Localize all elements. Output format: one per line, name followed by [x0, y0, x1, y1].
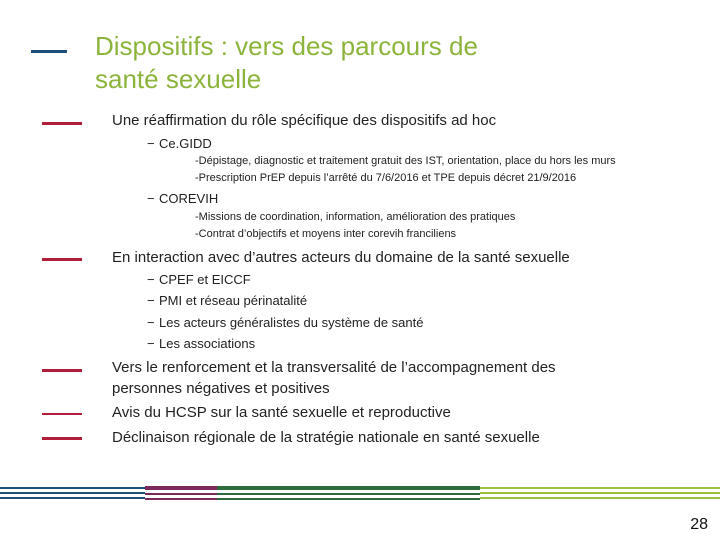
sub-bullet-label: Ce.GIDD: [159, 136, 212, 151]
detail-cegidd-1: -Dépistage, diagnostic et traitement gratuit des IST, orientation, place du hors les murs: [195, 155, 616, 167]
title-line-1: Dispositifs : vers des parcours de: [95, 31, 478, 61]
title-line-2: santé sexuelle: [95, 64, 262, 94]
bullet-marker-4: [42, 413, 82, 415]
sub-bullet-associations: [147, 336, 255, 351]
sub-bullet-pmi: [147, 293, 307, 308]
sub-bullet-label: Les associations: [159, 336, 256, 351]
dash-glyph: −: [147, 315, 155, 330]
sub-bullet-cegidd: [147, 136, 212, 151]
bullet-4-text: Avis du HCSP sur la santé sexuelle et reproductive: [112, 404, 451, 421]
footer-decorative-bands: [0, 485, 720, 503]
slide-title: [95, 30, 695, 96]
bullet-1-text: Une réaffirmation du rôle spécifique des dispositifs ad hoc: [112, 112, 497, 129]
dash-glyph: −: [147, 336, 155, 351]
bullet-3-text-line-1: Vers le renforcement et la transversalité de l’accompagnement des: [112, 359, 556, 376]
sub-bullet-generalistes: [147, 315, 423, 330]
bullet-5-text: Déclinaison régionale de la stratégie nationale en santé sexuelle: [112, 429, 540, 446]
detail-corevih-1: -Missions de coordination, information, amélioration des pratiques: [195, 211, 516, 223]
page-number: 28: [690, 516, 708, 533]
dash-glyph: −: [147, 136, 155, 151]
sub-bullet-label: COREVIH: [159, 191, 219, 206]
bullet-marker-2: [42, 258, 82, 261]
sub-bullet-cpef: [147, 272, 251, 287]
bullet-marker-1: [42, 122, 82, 125]
bullet-marker-3: [42, 369, 82, 372]
sub-bullet-corevih: [147, 191, 218, 206]
title-accent-bar: [31, 50, 67, 53]
bullet-marker-5: [42, 437, 82, 440]
bullet-2-text: En interaction avec d’autres acteurs du domaine de la santé sexuelle: [112, 249, 570, 266]
detail-corevih-2: -Contrat d’objectifs et moyens inter corevih franciliens: [195, 228, 457, 240]
dash-glyph: −: [147, 272, 155, 287]
bullet-3-text-line-2: personnes négatives et positives: [112, 380, 330, 397]
dash-glyph: −: [147, 191, 155, 206]
sub-bullet-label: PMI et réseau périnatalité: [159, 293, 308, 308]
detail-cegidd-2: -Prescription PrEP depuis l’arrêté du 7/6/2016 et TPE depuis décret 21/9/2016: [195, 172, 577, 184]
dash-glyph: −: [147, 293, 155, 308]
sub-bullet-label: CPEF et EICCF: [159, 272, 251, 287]
sub-bullet-label: Les acteurs généralistes du système de santé: [159, 315, 424, 330]
